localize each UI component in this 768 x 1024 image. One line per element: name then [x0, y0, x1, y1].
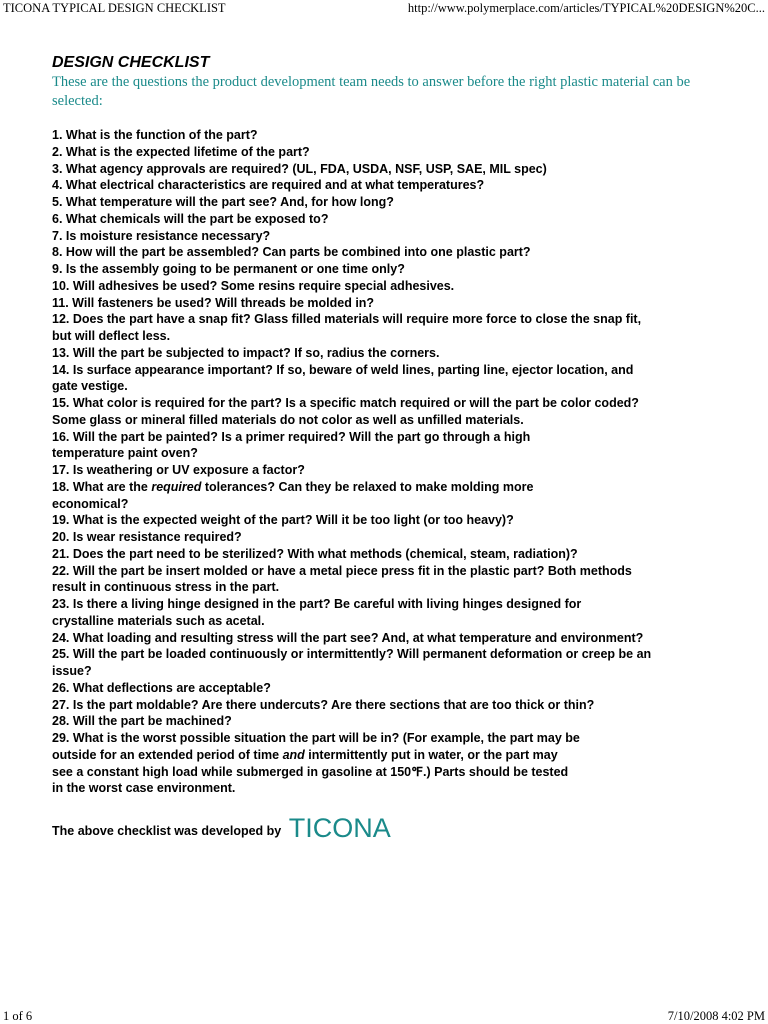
checklist-line — [52, 764, 752, 781]
checklist-line — [52, 412, 752, 429]
checklist-line — [52, 462, 752, 479]
checklist-line — [52, 127, 752, 144]
checklist-text: see a constant high load while submerged in gasoline at 150℉.) Parts should be tested — [52, 764, 569, 779]
checklist-line — [52, 261, 752, 278]
checklist-line — [52, 563, 752, 580]
checklist-text: crystalline materials such as acetal. — [52, 613, 265, 628]
checklist-text: 8. How will the part be assembled? Can parts be combined into one plastic part? — [52, 245, 531, 260]
checklist-text: 24. What loading and resulting stress will the part see? And, at what temperature and environment? — [52, 630, 644, 645]
checklist-text: 13. Will the part be subjected to impact? If so, radius the corners. — [52, 345, 440, 360]
checklist-text: in the worst case environment. — [52, 781, 236, 796]
checklist-text: 26. What deflections are acceptable? — [52, 680, 271, 695]
checklist-line — [52, 512, 752, 529]
checklist-line — [52, 278, 752, 295]
checklist-text: 7. Is moisture resistance necessary? — [52, 228, 271, 243]
checklist-line — [52, 311, 752, 328]
checklist-line — [52, 161, 752, 178]
checklist-line — [52, 646, 752, 663]
checklist-text: 21. Does the part need to be sterilized? With what methods (chemical, steam, radiation)? — [52, 546, 578, 561]
checklist-line — [52, 496, 752, 513]
checklist-text: 3. What agency approvals are required? (UL, FDA, USDA, NSF, USP, SAE, MIL spec) — [52, 161, 547, 176]
page-title: DESIGN CHECKLIST — [52, 54, 210, 71]
ticona-brand: TICONA — [288, 813, 391, 843]
checklist-line — [52, 680, 752, 697]
checklist-text: 27. Is the part moldable? Are there undercuts? Are there sections that are too thick or thin? — [52, 697, 595, 712]
checklist-text: but will deflect less. — [52, 329, 171, 343]
checklist-text: 5. What temperature will the part see? And, for how long? — [52, 195, 394, 209]
checklist-line — [52, 429, 752, 446]
checklist-text: 4. What electrical characteristics are required and at what temperatures? — [52, 178, 485, 193]
checklist-text: 25. Will the part be loaded continuously or intermittently? Will permanent deformation or creep be an — [52, 647, 652, 662]
checklist-line — [52, 780, 752, 797]
print-footer — [0, 1008, 768, 1024]
checklist-text: 11. Will fasteners be used? Will threads be molded in? — [52, 295, 375, 310]
checklist-line — [52, 529, 752, 546]
checklist-text-continued: intermittently put in water, or the part may — [304, 747, 558, 762]
checklist-text: 19. What is the expected weight of the part? Will it be too light (or too heavy)? — [52, 513, 514, 528]
print-datetime: 7/10/2008 4:02 PM — [667, 1009, 765, 1023]
design-checklist — [52, 127, 752, 797]
checklist-text: 28. Will the part be machined? — [52, 714, 232, 729]
checklist-emphasis: required — [151, 479, 202, 494]
checklist-text: 1. What is the function of the part? — [52, 128, 258, 142]
credit-line — [52, 813, 391, 844]
checklist-text: economical? — [52, 496, 129, 511]
checklist-emphasis: and — [282, 747, 305, 762]
checklist-text: 15. What color is required for the part? Is a specific match required or will the part be color coded? — [52, 396, 639, 410]
checklist-line — [52, 194, 752, 211]
checklist-line — [52, 244, 752, 261]
checklist-text: 29. What is the worst possible situation the part will be in? (For example, the part may be — [52, 731, 580, 745]
checklist-text: 18. What are the — [52, 479, 152, 494]
checklist-line — [52, 596, 752, 613]
checklist-line — [52, 177, 752, 194]
checklist-line — [52, 747, 752, 764]
checklist-line — [52, 663, 752, 680]
checklist-text: 23. Is there a living hinge designed in the part? Be careful with living hinges designed for — [52, 597, 582, 611]
checklist-text: 14. Is surface appearance important? If so, beware of weld lines, parting line, ejector location, and — [52, 362, 634, 377]
checklist-line — [52, 211, 752, 228]
checklist-text: 22. Will the part be insert molded or have a metal piece press fit in the plastic part? Both methods — [52, 563, 632, 578]
checklist-text: Some glass or mineral filled materials do not color as well as unfilled materials. — [52, 412, 524, 427]
checklist-text: 9. Is the assembly going to be permanent or one time only? — [52, 262, 405, 276]
checklist-line — [52, 579, 752, 596]
checklist-line — [52, 630, 752, 647]
checklist-text: 16. Will the part be painted? Is a primer required? Will the part go through a high — [52, 429, 531, 444]
checklist-line — [52, 228, 752, 245]
checklist-text: 2. What is the expected lifetime of the part? — [52, 144, 310, 159]
checklist-line — [52, 395, 752, 412]
checklist-line — [52, 144, 752, 161]
checklist-text: 17. Is weathering or UV exposure a factor? — [52, 463, 305, 477]
checklist-line — [52, 479, 752, 496]
checklist-text-continued: tolerances? Can they be relaxed to make molding more — [201, 479, 534, 494]
checklist-text: temperature paint oven? — [52, 446, 198, 461]
checklist-line — [52, 546, 752, 563]
checklist-line — [52, 613, 752, 630]
checklist-line — [52, 730, 752, 747]
print-header-title: TICONA TYPICAL DESIGN CHECKLIST — [3, 1, 226, 15]
page-number: 1 of 6 — [3, 1009, 33, 1023]
checklist-text: gate vestige. — [52, 379, 128, 394]
credit-text: The above checklist was developed by — [52, 824, 282, 838]
checklist-line — [52, 345, 752, 362]
checklist-line — [52, 713, 752, 730]
checklist-text: result in continuous stress in the part. — [52, 580, 280, 595]
checklist-text: 6. What chemicals will the part be exposed to? — [52, 211, 329, 226]
checklist-line — [52, 362, 752, 379]
checklist-line — [52, 378, 752, 395]
checklist-line — [52, 295, 752, 312]
checklist-text: 20. Is wear resistance required? — [52, 530, 242, 544]
checklist-text: 12. Does the part have a snap fit? Glass filled materials will require more force to close the snap fit, — [52, 312, 642, 327]
checklist-line — [52, 697, 752, 714]
checklist-text: outside for an extended period of time — [52, 747, 283, 762]
intro-paragraph: These are the questions the product development team needs to answer before the right plastic material can be selected: — [52, 74, 691, 109]
checklist-line — [52, 445, 752, 462]
checklist-text: issue? — [52, 664, 92, 678]
print-header — [0, 0, 768, 16]
checklist-line — [52, 328, 752, 345]
print-header-url: http://www.polymerplace.com/articles/TYPICAL%20DESIGN%20C... — [407, 1, 765, 15]
checklist-text: 10. Will adhesives be used? Some resins require special adhesives. — [52, 278, 455, 293]
